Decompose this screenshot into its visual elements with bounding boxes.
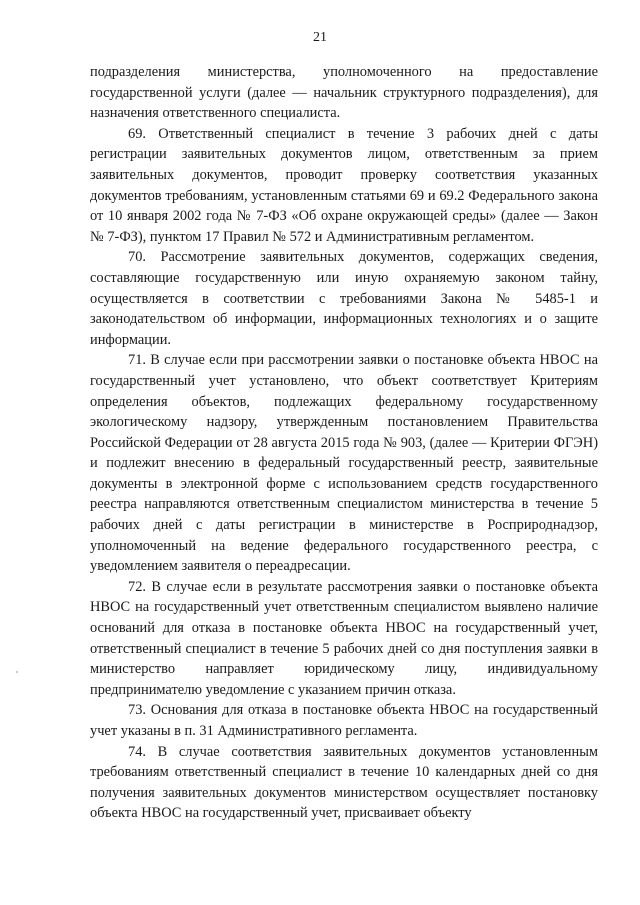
page-number: 21 xyxy=(313,30,327,45)
paragraph-continuation: подразделения министерства, уполномоченного на предоставление государственной услуги (далее — начальник структурного подразделения), для назначения ответственного специалиста. xyxy=(90,64,598,122)
scan-artifact xyxy=(16,671,18,673)
paragraph-74: 74. В случае соответствия заявительных документов установленным требованиям ответственный специалист в течение 10 календарных дней со дня получения заявительных документов министерством осуществляет постановку объекта НВОС на государственный учет, присваивает объекту xyxy=(90,743,598,822)
paragraph-70: 70. Рассмотрение заявительных документов, содержащих сведения, составляющие государственную или иную охраняемую законом тайну, осуществляется в соответствии с требованиями Закона № 5485-1 и законодательством об информации, информационных технологиях и о защите информации. xyxy=(90,249,598,348)
paragraph-69: 69. Ответственный специалист в течение 3 рабочих дней с даты регистрации заявительных документов лицом, ответственным за прием заявительных документов, проводит проверку соответствия указанных документов требованиям, установленным статьями 69 и 69.2 Федерального закона от 10 января 2002 года № 7-ФЗ «Об охране окружающей среды» (далее — Закон № 7-ФЗ), пунктом 17 Правил № 572 и Административным регламентом. xyxy=(90,125,598,245)
paragraph-72: 72. В случае если в результате рассмотрения заявки о постановке объекта НВОС на государственный учет ответственным специалистом выявлено наличие оснований для отказа в постановке объекта НВОС на государственный учет, ответственный специалист в течение 5 рабочих дней со дня поступления заявки в министерство направляет юридическому лицу, индивидуальному предпринимателю уведомление с указанием причин отказа. xyxy=(90,578,598,698)
paragraph-71: 71. В случае если при рассмотрении заявки о постановке объекта НВОС на государственный учет установлено, что объект соответствует Критериям определения объектов, подлежащих федеральному государственному экологическому надзору, утвержденным постановлением Правительства Российской Федерации от 28 августа 2015 года № 903, (далее — Критерии ФГЭН) и подлежит внесению в федеральный государственный реестр, заявительные документы в электронной форме с использованием средств государственного реестра направляются ответственным специалистом министерства в течение 5 рабочих дней с даты регистрации в министерстве в Росприроднадзор, уполномоченный на ведение федерального государственного реестра, с уведомлением заявителя о переадресации. xyxy=(90,352,598,575)
paragraph-73: 73. Основания для отказа в постановке объекта НВОС на государственный учет указаны в п. 31 Административного регламента. xyxy=(90,702,598,739)
document-body xyxy=(90,62,598,824)
